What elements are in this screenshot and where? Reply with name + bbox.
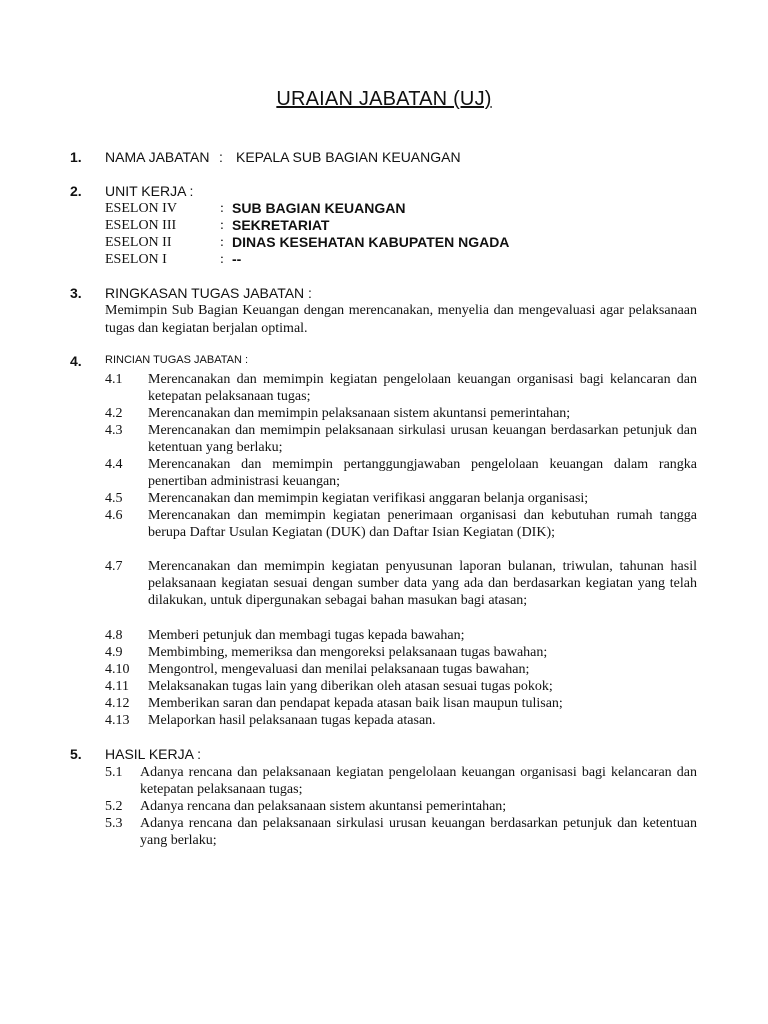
section-3-number: 3. [70,285,82,301]
eselon-label: ESELON IV [105,201,177,216]
eselon-value: SUB BAGIAN KEUANGAN [232,200,406,216]
task-number: 4.4 [105,457,123,472]
task-number: 4.10 [105,662,130,677]
section-2-heading: UNIT KERJA : [105,183,194,199]
section-3-summary: Memimpin Sub Bagian Keuangan dengan merencanakan, menyelia dan mengevaluasi agar pelaksanaan tugas dan kegiatan berjalan optimal. [105,303,697,336]
eselon-colon: : [220,252,224,267]
task-text: Merencanakan dan memimpin kegiatan penerimaan organisasi dan kebutuhan rumah tangga berupa Daftar Usulan Kegiatan (DUK) dan Daftar Isian Kegiatan (DIK); [148,508,697,540]
task-text: Merencanakan dan memimpin pelaksanaan sirkulasi urusan keuangan berdasarkan petunjuk dan ketentuan yang berlaku; [148,423,697,455]
task-text: Memberi petunjuk dan membagi tugas kepada bawahan; [148,628,465,643]
task-text: Merencanakan dan memimpin kegiatan pengelolaan keuangan organisasi bagi kelancaran dan ketepatan pelaksanaan tugas; [148,372,697,404]
result-number: 5.3 [105,816,123,831]
result-text: Adanya rencana dan pelaksanaan kegiatan pengelolaan keuangan organisasi bagi kelancaran dan ketepatan pelaksanaan tugas; [140,765,697,797]
task-number: 4.8 [105,628,123,643]
task-text: Membimbing, memeriksa dan mengoreksi pelaksanaan tugas bawahan; [148,645,548,660]
task-number: 4.2 [105,406,123,421]
section-1-number: 1. [70,149,82,165]
eselon-label: ESELON I [105,252,167,267]
task-text: Merencanakan dan memimpin kegiatan penyusunan laporan bulanan, triwulan, tahunan hasil pelaksanaan kegiatan sesuai dengan sumber data yang ada dan berdasarkan kegiatan yang telah dilakukan, untuk dipergunakan sebagai bahan masukan bagi atasan; [148,559,697,608]
eselon-value: -- [232,251,242,267]
section-1-value: KEPALA SUB BAGIAN KEUANGAN [236,149,461,165]
section-1-label: NAMA JABATAN [105,149,210,165]
section-1-colon: : [219,149,223,165]
result-number: 5.1 [105,765,123,780]
task-number: 4.6 [105,508,123,523]
eselon-colon: : [220,218,224,233]
task-number: 4.11 [105,679,129,694]
task-number: 4.12 [105,696,130,711]
section-2-number: 2. [70,183,82,199]
page-title: URAIAN JABATAN (UJ) [276,88,492,110]
task-number: 4.7 [105,559,123,574]
task-number: 4.5 [105,491,123,506]
task-number: 4.3 [105,423,123,438]
result-number: 5.2 [105,799,123,814]
task-text: Memberikan saran dan pendapat kepada atasan baik lisan maupun tulisan; [148,696,563,711]
result-text: Adanya rencana dan pelaksanaan sirkulasi urusan keuangan berdasarkan petunjuk dan ketentuan yang berlaku; [140,816,697,848]
task-text: Merencanakan dan memimpin kegiatan verifikasi anggaran belanja organisasi; [148,491,589,506]
eselon-value: SEKRETARIAT [232,217,330,233]
eselon-label: ESELON II [105,235,172,250]
task-text: Merencanakan dan memimpin pelaksanaan sistem akuntansi pemerintahan; [148,406,571,421]
task-text: Melaporkan hasil pelaksanaan tugas kepada atasan. [148,713,436,728]
section-5-number: 5. [70,746,82,762]
task-number: 4.1 [105,372,123,387]
eselon-value: DINAS KESEHATAN KABUPATEN NGADA [232,234,510,250]
task-text: Mengontrol, mengevaluasi dan menilai pelaksanaan tugas bawahan; [148,662,530,677]
eselon-colon: : [220,235,224,250]
eselon-label: ESELON III [105,218,177,233]
task-text: Melaksanakan tugas lain yang diberikan oleh atasan sesuai tugas pokok; [148,679,553,694]
task-text: Merencanakan dan memimpin pertanggungjawaban pengelolaan keuangan dalam rangka penertiban administrasi keuangan; [148,457,697,489]
task-number: 4.9 [105,645,123,660]
result-text: Adanya rencana dan pelaksanaan sistem akuntansi pemerintahan; [140,799,507,814]
task-number: 4.13 [105,713,130,728]
section-4-number: 4. [70,353,82,369]
section-5-heading: HASIL KERJA : [105,746,201,762]
section-3-heading: RINGKASAN TUGAS JABATAN : [105,285,312,301]
section-4-heading: RINCIAN TUGAS JABATAN : [105,354,249,366]
eselon-colon: : [220,201,224,216]
